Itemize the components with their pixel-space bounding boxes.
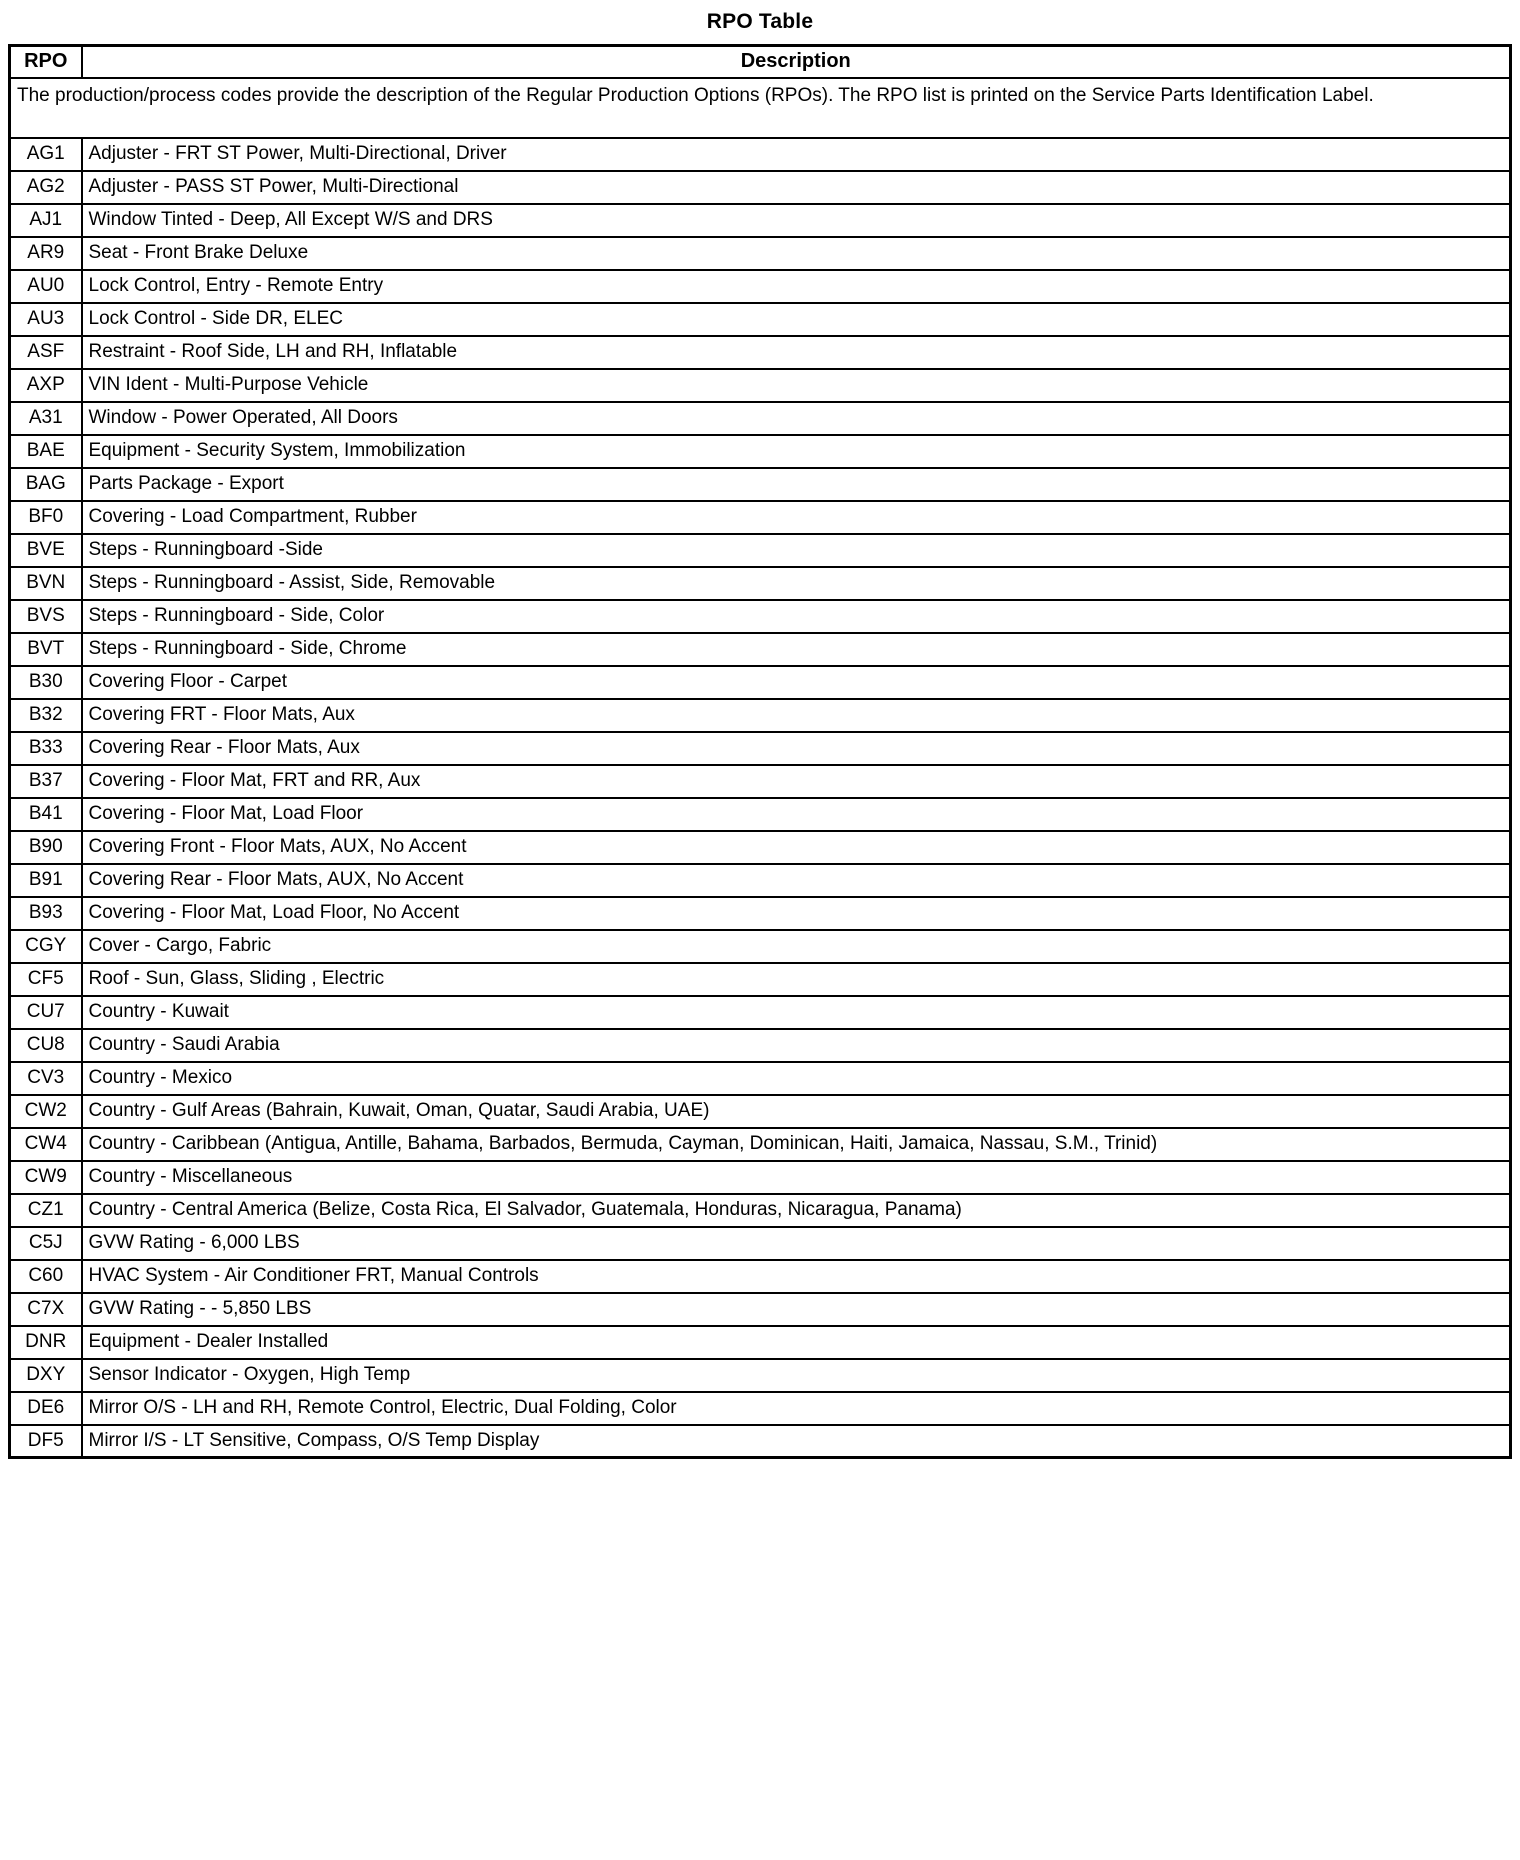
table-row — [10, 831, 1511, 864]
rpo-description: Covering Rear - Floor Mats, AUX, No Accent — [82, 864, 1511, 897]
table-row — [10, 369, 1511, 402]
table-row — [10, 468, 1511, 501]
rpo-code: B90 — [10, 831, 82, 864]
rpo-description: GVW Rating - - 5,850 LBS — [82, 1293, 1511, 1326]
page-title: RPO Table — [706, 10, 814, 33]
table-row — [10, 897, 1511, 930]
rpo-description: Mirror I/S - LT Sensitive, Compass, O/S Temp Display — [82, 1425, 1511, 1458]
table-row — [10, 534, 1511, 567]
rpo-description: Window - Power Operated, All Doors — [82, 402, 1511, 435]
table-row — [10, 1029, 1511, 1062]
rpo-description: Covering - Floor Mat, FRT and RR, Aux — [82, 765, 1511, 798]
table-row — [10, 1392, 1511, 1425]
rpo-description: Lock Control, Entry - Remote Entry — [82, 270, 1511, 303]
rpo-code: CU8 — [10, 1029, 82, 1062]
rpo-code: AU0 — [10, 270, 82, 303]
rpo-description: Restraint - Roof Side, LH and RH, Inflatable — [82, 336, 1511, 369]
rpo-code: CW9 — [10, 1161, 82, 1194]
rpo-description: Steps - Runningboard -Side — [82, 534, 1511, 567]
table-row — [10, 336, 1511, 369]
rpo-description: Country - Kuwait — [82, 996, 1511, 1029]
table-note-row — [10, 78, 1511, 138]
rpo-code: B93 — [10, 897, 82, 930]
rpo-code: B32 — [10, 699, 82, 732]
table-row — [10, 600, 1511, 633]
rpo-description: Lock Control - Side DR, ELEC — [82, 303, 1511, 336]
rpo-code: C5J — [10, 1227, 82, 1260]
table-row — [10, 666, 1511, 699]
rpo-description: Country - Mexico — [82, 1062, 1511, 1095]
rpo-code: CW2 — [10, 1095, 82, 1128]
table-row — [10, 1260, 1511, 1293]
table-row — [10, 402, 1511, 435]
rpo-description: Covering Front - Floor Mats, AUX, No Accent — [82, 831, 1511, 864]
rpo-description: Equipment - Dealer Installed — [82, 1326, 1511, 1359]
table-row — [10, 1425, 1511, 1458]
rpo-code: A31 — [10, 402, 82, 435]
rpo-description: Mirror O/S - LH and RH, Remote Control, Electric, Dual Folding, Color — [82, 1392, 1511, 1425]
table-row — [10, 864, 1511, 897]
rpo-code: CW4 — [10, 1128, 82, 1161]
table-row — [10, 1227, 1511, 1260]
table-row — [10, 270, 1511, 303]
table-header-row — [10, 46, 1511, 78]
rpo-description: HVAC System - Air Conditioner FRT, Manual Controls — [82, 1260, 1511, 1293]
rpo-code: AR9 — [10, 237, 82, 270]
rpo-description: Country - Miscellaneous — [82, 1161, 1511, 1194]
rpo-column-header: RPO — [10, 46, 82, 78]
rpo-description: Seat - Front Brake Deluxe — [82, 237, 1511, 270]
rpo-description: Parts Package - Export — [82, 468, 1511, 501]
table-row — [10, 798, 1511, 831]
rpo-code: BF0 — [10, 501, 82, 534]
rpo-code: CGY — [10, 930, 82, 963]
rpo-description: Steps - Runningboard - Side, Chrome — [82, 633, 1511, 666]
rpo-code: AJ1 — [10, 204, 82, 237]
table-row — [10, 1293, 1511, 1326]
table-row — [10, 963, 1511, 996]
rpo-code: CZ1 — [10, 1194, 82, 1227]
rpo-description: Covering - Load Compartment, Rubber — [82, 501, 1511, 534]
rpo-code: CV3 — [10, 1062, 82, 1095]
rpo-description: Covering Rear - Floor Mats, Aux — [82, 732, 1511, 765]
rpo-description: Country - Central America (Belize, Costa Rica, El Salvador, Guatemala, Honduras, Nicaragua, Panama) — [82, 1194, 1511, 1227]
table-row — [10, 237, 1511, 270]
rpo-description: Steps - Runningboard - Side, Color — [82, 600, 1511, 633]
rpo-code: B41 — [10, 798, 82, 831]
rpo-code: C7X — [10, 1293, 82, 1326]
table-row — [10, 171, 1511, 204]
rpo-description: Country - Gulf Areas (Bahrain, Kuwait, Oman, Quatar, Saudi Arabia, UAE) — [82, 1095, 1511, 1128]
table-row — [10, 204, 1511, 237]
rpo-description: Roof - Sun, Glass, Sliding , Electric — [82, 963, 1511, 996]
rpo-description: Equipment - Security System, Immobilization — [82, 435, 1511, 468]
rpo-code: B37 — [10, 765, 82, 798]
table-row — [10, 732, 1511, 765]
rpo-code: B33 — [10, 732, 82, 765]
rpo-code: DE6 — [10, 1392, 82, 1425]
table-row — [10, 930, 1511, 963]
rpo-code: AG1 — [10, 138, 82, 171]
rpo-code: DXY — [10, 1359, 82, 1392]
table-row — [10, 699, 1511, 732]
table-row — [10, 1326, 1511, 1359]
rpo-code: AXP — [10, 369, 82, 402]
rpo-code: C60 — [10, 1260, 82, 1293]
description-column-header: Description — [82, 46, 1511, 78]
rpo-code: BAE — [10, 435, 82, 468]
rpo-code: BAG — [10, 468, 82, 501]
rpo-description: Covering - Floor Mat, Load Floor — [82, 798, 1511, 831]
rpo-description: VIN Ident - Multi-Purpose Vehicle — [82, 369, 1511, 402]
rpo-code: CF5 — [10, 963, 82, 996]
rpo-table — [8, 44, 1512, 1459]
table-row — [10, 1161, 1511, 1194]
table-row — [10, 1128, 1511, 1161]
rpo-code: DNR — [10, 1326, 82, 1359]
table-row — [10, 303, 1511, 336]
table-row — [10, 765, 1511, 798]
rpo-description: Covering Floor - Carpet — [82, 666, 1511, 699]
rpo-description: Sensor Indicator - Oxygen, High Temp — [82, 1359, 1511, 1392]
rpo-description: Covering FRT - Floor Mats, Aux — [82, 699, 1511, 732]
table-row — [10, 996, 1511, 1029]
rpo-code: BVE — [10, 534, 82, 567]
table-row — [10, 138, 1511, 171]
rpo-description: Adjuster - FRT ST Power, Multi-Directional, Driver — [82, 138, 1511, 171]
rpo-code: B91 — [10, 864, 82, 897]
rpo-code: CU7 — [10, 996, 82, 1029]
table-note: The production/process codes provide the description of the Regular Production Options (RPOs). The RPO list is printed on the Service Parts Identification Label. — [10, 78, 1511, 138]
rpo-code: DF5 — [10, 1425, 82, 1458]
table-row — [10, 435, 1511, 468]
rpo-description: Covering - Floor Mat, Load Floor, No Accent — [82, 897, 1511, 930]
rpo-code: BVS — [10, 600, 82, 633]
table-row — [10, 501, 1511, 534]
table-row — [10, 1062, 1511, 1095]
table-row — [10, 567, 1511, 600]
rpo-code: ASF — [10, 336, 82, 369]
table-row — [10, 1359, 1511, 1392]
rpo-code: B30 — [10, 666, 82, 699]
rpo-code: BVT — [10, 633, 82, 666]
rpo-description: Adjuster - PASS ST Power, Multi-Directional — [82, 171, 1511, 204]
rpo-description: Steps - Runningboard - Assist, Side, Removable — [82, 567, 1511, 600]
rpo-description: Cover - Cargo, Fabric — [82, 930, 1511, 963]
rpo-description: Window Tinted - Deep, All Except W/S and DRS — [82, 204, 1511, 237]
table-row — [10, 633, 1511, 666]
rpo-code: AU3 — [10, 303, 82, 336]
rpo-table-body — [10, 138, 1511, 1458]
table-row — [10, 1194, 1511, 1227]
rpo-description: Country - Saudi Arabia — [82, 1029, 1511, 1062]
rpo-code: BVN — [10, 567, 82, 600]
rpo-description: GVW Rating - 6,000 LBS — [82, 1227, 1511, 1260]
rpo-code: AG2 — [10, 171, 82, 204]
rpo-description: Country - Caribbean (Antigua, Antille, Bahama, Barbados, Bermuda, Cayman, Dominican, Haiti, Jamaica, Nassau, S.M., Trinid) — [82, 1128, 1511, 1161]
table-row — [10, 1095, 1511, 1128]
